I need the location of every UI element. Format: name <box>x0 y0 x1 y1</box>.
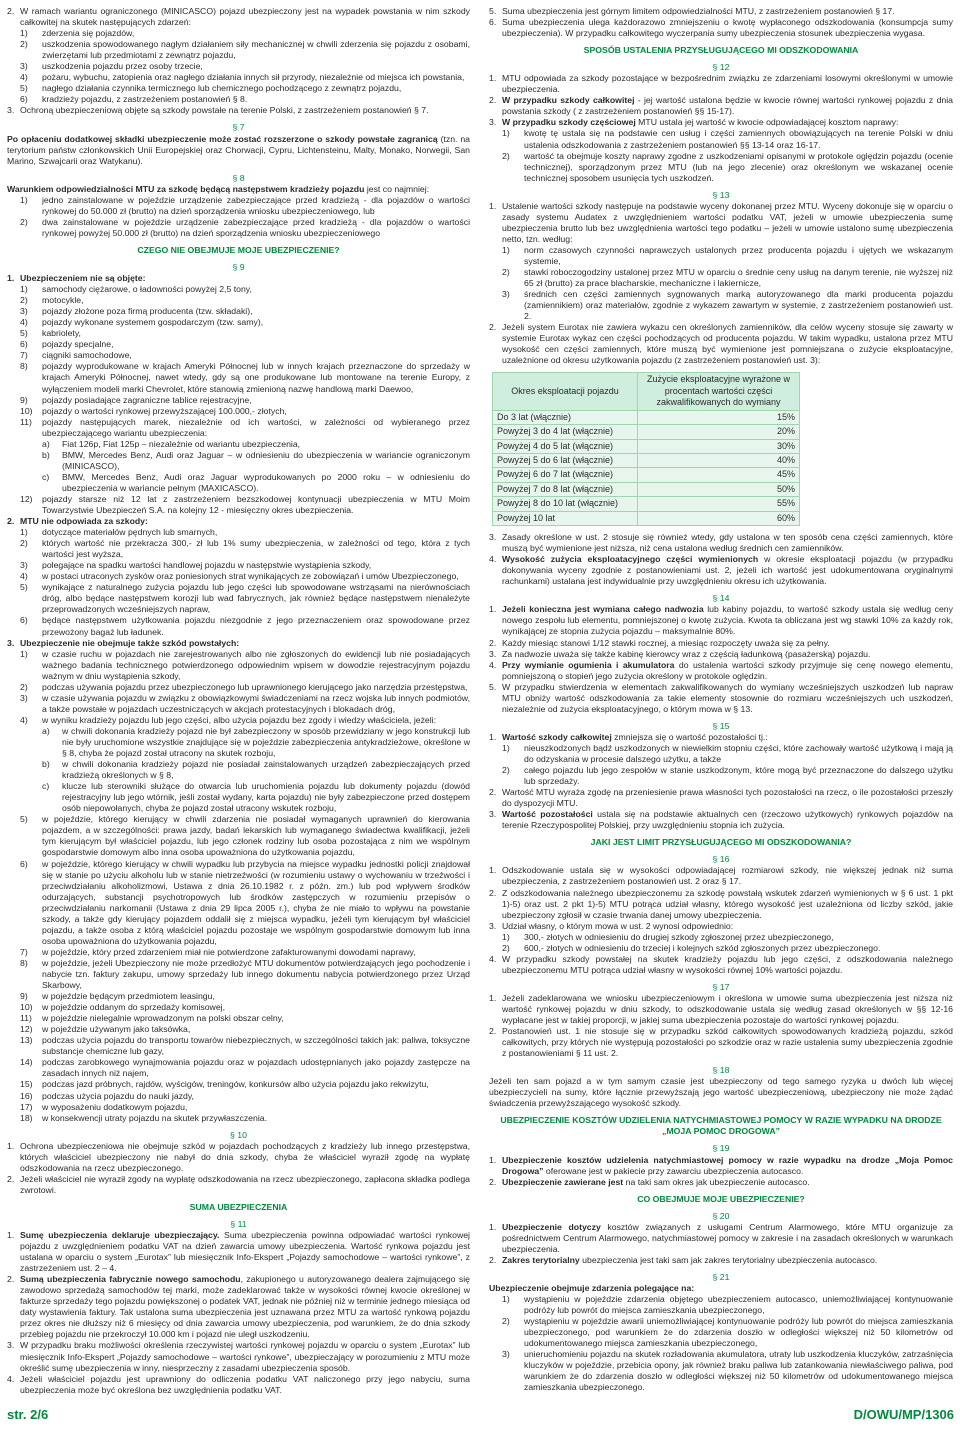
s21-list <box>489 1294 953 1393</box>
table-row <box>493 439 800 453</box>
section-20-number: § 20 <box>712 1210 730 1221</box>
s11-p2: 2. Sumą ubezpieczenia fabrycznie nowego samochodu, zakupionego u autoryzowanego dealera zajmującego się zawodowo sprzedażą samochodów tej marki, może zadeklarować także w wysokości równej kwocie określonej w fakturze sprzedaży tego pojazdu powiększonej o podatek VAT, jednak nie później niż w terminie jednego miesiąca od daty wystawienia faktury. Tak ustalona suma ubezpieczenia jest uznawana przez MTU za wartość rynkową pojazdu przez okres nie dłuższy niż 6 miesięcy od dnia zawarcia umowy ubezpieczenia, pod warunkiem, że do dnia szkody przebieg pojazdu nie przekroczył 10.000 km i pojazd nie uległ uszkodzeniu. <box>7 1274 470 1340</box>
s9-3-list <box>7 649 470 726</box>
s9-p3: 3. Ubezpieczenie nie obejmuje także szkód powstałych: <box>7 637 240 648</box>
list-item: 2) motocykle, <box>20 295 84 306</box>
section-13-number: § 13 <box>712 189 730 200</box>
s15-p1: 1. Wartość szkody całkowitej zmniejsza się o wartość pozostałości tj.: <box>489 731 768 742</box>
list-item: 4) pojazdy wykonane systemem gospodarczym (tzw. samy), <box>20 317 264 328</box>
list-item: 1. Ochrona ubezpieczeniowa nie obejmuje szkód w pojazdach pochodzących z kradzieży lub innego przestępstwa, których właściciel ubezpieczony nie nabył do dnia szkody, chyba że właściciel wyraził zgodę na wypłatę odszkodowania na rzecz ubezpieczonego. <box>7 1140 470 1173</box>
section-8-number: § 8 <box>232 172 245 183</box>
list-item: 6) kradzieży pojazdu, z zastrzeżeniem postanowień § 8. <box>20 94 248 105</box>
s16-3-list <box>489 932 953 954</box>
s12-p2: 2. W przypadku szkody całkowitej - jej wartość ustalona będzie w kwocie równej wartości rynkowej pojazdu z dnia powstania szkody ( z zastrzeżeniem postanowień §§ 15-17). <box>489 95 953 117</box>
s9-1-list <box>7 284 470 439</box>
list-item: 3) polegające na spadku wartości handlowej pojazdu w następstwie wystąpienia szkody, <box>20 560 372 571</box>
list-item: 1) kwotę tę ustala się na podstawie cen usług i części zamiennych obowiązujących na terenie Polski w dniu ustalenia odszkodowania z zastrzeżeniem postanowień §§ 13-14 oraz 16-17. <box>502 128 953 150</box>
list-item: 4) w postaci utraconych zysków oraz poniesionych strat wynikających ze zobowiązań i umów Ubezpieczonego, <box>20 571 459 582</box>
list-item: 7) w pojeździe, który przed zdarzeniem miał nie potwierdzone zafakturowanymi dowodami naprawy, <box>20 946 416 957</box>
heading-limit: JAKI JEST LIMIT PRZYSŁUGUJĄCEGO MI ODSZKODOWANIA? <box>590 837 852 848</box>
s9-p1: 1. Ubezpieczeniem nie są objęte: <box>7 273 146 284</box>
s16-list <box>489 865 953 931</box>
list-item: 1) wystąpieniu w pojeździe zdarzenia objętego ubezpieczeniem autocasco, uniemożliwiającej kontynuowanie podróży lub powrót do miejsca zamieszkania ubezpieczonego, <box>502 1294 953 1316</box>
list-item: 1. Jeżeli zadeklarowana we wniosku ubezpieczeniowym i określona w umowie suma ubezpieczenia jest niższa niż wartość rynkowej pojazdu w dniu szkody, to odszkodowanie ustala się według zasad określonych w §§ 12-16 wypłacane jest w takiej proporcji, w jakiej suma ubezpieczenia pozostaje do wartości rynkowej pojazdu. <box>489 992 953 1026</box>
s8-list <box>7 195 470 239</box>
list-item: 11) pojazdy następujących marek, niezależnie od ich wartości, w zależności od wybieranego przez ubezpieczającego wariantu ubezpieczenia: <box>20 416 470 438</box>
list-item: 11) w pojeździe nielegalnie wprowadzonym na polski obszar celny, <box>20 1013 284 1024</box>
table-cell-wear: 30% <box>638 439 800 453</box>
list-item: 4) w wyniku kradzieży pojazdu lub jego części, albo użycia pojazdu bez zgody i wiedzy właściciela, jeżeli: <box>20 714 437 725</box>
list-item: 17) w wyposażeniu dodatkowym pojazdu, <box>20 1101 188 1112</box>
section-7-number: § 7 <box>232 122 245 133</box>
list-item: 2. Jeżeli właściciel nie wyraził zgody na wypłatę odszkodowania na rzecz ubezpieczonego, zapłacona składka podlega zwrotowi. <box>7 1173 470 1195</box>
list-item: 3) w czasie używania pojazdu w związku z obowiązkowymi świadczeniami na rzecz wojska lub innych podmiotów, a także powstałe w pojazdach uczestniczących w akcjach protestacyjnych i blokadach dróg, <box>20 692 470 714</box>
table-cell-age: Powyżej 6 do 7 lat (włącznie) <box>493 468 638 482</box>
list-item: 10) pojazdy o wartości rynkowej przewyższającej 100.000,- złotych, <box>20 405 287 416</box>
heading-czego-nie-obejmuje: CZEGO NIE OBEJMUJE MOJE UBEZPIECZENIE? <box>137 244 340 255</box>
s18-text: Jeżeli ten sam pojazd a w tym samym czasie jest ubezpieczony od tego samego ryzyka u dwóch lub więcej ubezpieczycieli na sumy, które łącznie przewyższają jego wartość ubezpieczeniową, ubezpieczony nie może żądać świadczenia przewyższającego wysokość szkody. <box>489 1076 953 1109</box>
list-item: 1) dotyczące materiałów pędnych lub smarnych, <box>20 527 218 538</box>
right-column <box>489 6 953 1393</box>
s14-p4: 4. Przy wymianie ogumienia i akumulatora do ustalenia wartości szkody przyjmuje się cenę nowego elementu, pomniejszoną o stopień jego zużycia określony w protokole oględzin. <box>489 659 953 681</box>
table-cell-age: Powyżej 3 do 4 lat (włącznie) <box>493 425 638 439</box>
s14-p2: 2. Każdy miesiąc stanowi 1/12 stawki rocznej, a miesiąc rozpoczęty uważa się za pełny. <box>489 637 830 648</box>
s19-p2: 2. Ubezpieczenie zawierane jest na taki sam okres jak ubezpieczenie autocasco. <box>489 1176 810 1187</box>
list-item: 2) uszkodzenia spowodowanego nagłym działaniem siły mechanicznej w chwili zderzenia się pojazdu z osobami, zwierzętami lub przedmiotami z zewnątrz pojazdu, <box>20 39 470 61</box>
list-item: c) BMW, Mercedes Benz, Audi oraz Jaguar wyprodukowanych po 2000 roku – w odniesieniu do ubezpieczenia w wariancie pełnym (MAXICASCO). <box>42 471 470 493</box>
table-row <box>493 468 800 482</box>
depreciation-table <box>492 372 800 526</box>
section-14-number: § 14 <box>712 593 730 604</box>
list-item: 6) będące następstwem użytkowania pojazdu niezgodnie z jego przeznaczeniem oraz spowodowane przez przewożony bagaż lub ładunek. <box>20 615 470 637</box>
section-10-number: § 10 <box>230 1129 247 1140</box>
list-item: 6) w pojeździe, którego kierujący w chwili wypadku lub przybycia na miejsce wypadku jednostki policji znajdował się w stanie po użyciu alkoholu lub w stanie nietrzeźwości (w rozumieniu ustawy o wychowaniu w trzeźwości i przeciwdziałaniu alkoholizmowi, Ustawa z dnia 26.10.1982 r. z późn. zm.) lub pod wpływem środków odurzających, substancji psychotropowych lub środków zastępczych w rozumieniu przepisów o przeciwdziałaniu narkomanii (Ustawa z dnia 29 lipca 2005 r.), chyba że nie miało to wpływu na powstanie szkody, a także gdy kierujący pojazdem oddalił się z miejsca wypadku, jeżeli tym kierującym był właściciel pojazdu, a także osoba z którą właściciel pojazdu pozostaje we wspólnym gospodarstwie domowym lub inna osoba upoważniona do użytkowania pojazdu, <box>20 858 470 946</box>
table-cell-wear: 20% <box>638 425 800 439</box>
list-item: 2. Z odszkodowania należnego ubezpieczonemu za szkodę powstałą wskutek zdarzeń wymienionych w § 6 ust. 1 pkt 1)-5) oraz ust. 2 pkt 1)-5) MTU potrąca udział własny, którego wysokość jest uzależniona od liczby szkód, jakie ubezpieczony zgłosił w czasie trwania danej umowy ubezpieczenia. <box>489 887 953 920</box>
table-cell-age: Powyżej 4 do 5 lat (włącznie) <box>493 439 638 453</box>
list-item: 1) jedno zainstalowane w pojeździe urządzenie zabezpieczające przed kradzieżą - dla pojazdów o wartości rynkowej do 50.000 zł (brutto) na dzień sporządzenia wniosku ubezpieczeniowego, lub <box>20 194 470 216</box>
list-item: 1. Odszkodowanie ustala się w wysokości odpowiadającej rozmiarowi szkody, nie większej jednak niż suma ubezpieczenia, z zastrzeżeniem postanowień ust. 2 oraz § 17. <box>489 865 953 887</box>
table-cell-wear: 15% <box>638 410 800 424</box>
s13-p4: 4. Wysokość zużycia eksploatacyjnego części wymienionych w okresie eksploatacji pojazdu (w przypadku dokonywania wyceny zgodnie z postanowieniami ust. 2, jeżeli ich wartość jest udokumentowana oryginalnymi rachunkami) ustalana jest indywidualnie przy uwzględnieniu okresu ich użytkowania. <box>489 554 953 587</box>
list-item: 13) podczas użycia pojazdu do transportu towarów niebezpiecznych, w szczególności takich jak: paliwa, toksyczne substancje chemiczne lub gazy, <box>20 1035 470 1057</box>
list-item: 5) kabriolety, <box>20 328 81 339</box>
s6-p3: 3. Ochroną ubezpieczeniową objęte są szkody powstałe na terenie Polski, z zastrzeżeniem postanowień § 7. <box>7 105 429 116</box>
list-item: 5) wynikające z naturalnego zużycia pojazdu lub jego części lub spowodowane wstrząsami na nierównościach dróg, albo będące następstwem korozji lub wad fabrycznych, jak również będące następstwem nienależyte przeprowadzonych wcześniejszych napraw, <box>20 582 470 615</box>
s14-p5: 5. W przypadku stwierdzenia w elementach zakwalifikowanych do wymiany wcześniejszych uszkodzeń lub napraw MTU obniży wartość odszkodowania za takie elementy stosownie do rozmiaru wcześniejszych uch uszkodzeń, niezależnie od zużycia eksploatacyjnego, o którym mowa w § 13. <box>489 681 953 714</box>
section-11-number: § 11 <box>230 1218 247 1229</box>
s20-p2: 2. Zakres terytorialny ubezpieczenia jest taki sam jak zakres terytorialny ubezpieczenia autocasco. <box>489 1254 878 1265</box>
section-19-number: § 19 <box>712 1143 730 1154</box>
list-item: 3) pojazdy złożone poza firmą producenta (tzw. składaki), <box>20 306 253 317</box>
list-item: 10) w pojeździe oddanym do sprzedaży komisowej, <box>20 1002 226 1013</box>
list-item: 2) dwa zainstalowane w pojeździe urządzenie zabezpieczające przed kradzieżą - dla pojazdów o wartości rynkowej powyżej 50.000 zł (brutto) na dzień sporządzenia wniosku ubezpieczeniowego <box>20 216 470 238</box>
heading-co-obejmuje: CO OBEJMUJE MOJE UBEZPIECZENIE? <box>637 1193 805 1204</box>
document-code: D/OWU/MP/1306 <box>853 1407 954 1422</box>
list-item: 12) w pojeździe używanym jako taksówka, <box>20 1024 191 1035</box>
s12-3-list <box>489 128 953 183</box>
s15-p3: 3. Wartość pozostałości ustala się na podstawie aktualnych cen (rzeczowo użytkowych) rynkowych pojazdów na terenie Rzeczypospolitej Polskiej, przy uwzględnieniu stopnia ich zużycia. <box>489 809 953 831</box>
s15-p2: 2. Wartość MTU wyraża zgodę na przeniesienie prawa własności tych pozostałości na rzecz, o ile pozostałości przeszły do dyspozycji MTU. <box>489 787 953 809</box>
list-item: 16) podczas użycia pojazdu do nauki jazdy, <box>20 1090 194 1101</box>
list-item: 9) w pojeździe będącym przedmiotem leasingu, <box>20 991 215 1002</box>
section-8-text: Warunkiem odpowiedzialności MTU za szkodę będącą następstwem kradzieży pojazdu jest co najmniej: <box>7 183 430 194</box>
table-cell-age: Powyżej 10 lat <box>493 511 638 525</box>
table-header-age: Okres eksploatacji pojazdu <box>493 373 638 410</box>
list-item: 15) podczas jazd próbnych, rajdów, wyścigów, treningów, konkursów albo użycia pojazdu jako rekwizytu, <box>20 1079 429 1090</box>
list-item: 8) w pojeździe, jeżeli Ubezpieczony nie może przedłożyć MTU dokumentów potwierdzających jego pochodzenie i nabycie tzn. faktury zakupu, umowy sprzedaży lub innego dokumentu nabycia potwierdzonego przez Urząd Skarbowy, <box>20 957 470 991</box>
table-cell-wear: 45% <box>638 468 800 482</box>
table-cell-age: Powyżej 5 do 6 lat (włącznie) <box>493 453 638 467</box>
list-item: 1) norm czasowych czynności naprawczych ustalonych przez producenta pojazdu i ujętych we wskazanym systemie, <box>502 244 953 266</box>
s11-p3: 3. W przypadku braku możliwości określenia rzeczywistej wartości rynkowej pojazdu w oparciu o system „Eurotax” lub miesięcznik Info-Ekspert „Pojazdy samochodowe – wartości rynkowe”, ubezpieczający w porozumieniu z MTU może określić sumę ubezpieczenia w inny, niesprzeczny z zasadami ubezpieczenia sposób. <box>7 1340 470 1373</box>
s9-p2: 2. MTU nie odpowiada za szkody: <box>7 516 148 527</box>
section-12-number: § 12 <box>712 62 730 73</box>
s9-3-4-list <box>7 726 470 814</box>
list-item: 8) pojazdy wyprodukowane w krajach Ameryki Północnej lub w innych krajach przeznaczone do sprzedaży w krajach Ameryki Północnej, nawet wtedy, gdy są one produkowane lub montowane na terenie Europy, z wyłączeniem modeli marki Chevrolet, które stanowią zmienioną nazwę handlową marki Daewoo, <box>20 361 470 394</box>
section-17-number: § 17 <box>712 981 730 992</box>
list-item: a) w chwili dokonania kradzieży pojazd nie był zabezpieczony w sposób przewidziany w jego konstrukcji lub nie były uruchomione wszystkie znajdujące się w pojeździe zabezpieczenia antykradzieżowe, określone w § 8, chyba że pojazd został utracony na skutek rozboju, <box>42 725 470 759</box>
section-16-number: § 16 <box>712 854 730 865</box>
s11-p5: 5. Suma ubezpieczenia jest górnym limitem odpowiedzialności MTU, z zastrzeżeniem postanowień § 17. <box>489 6 895 16</box>
s13-p3: 3. Zasady określone w ust. 2 stosuje się również wtedy, gdy ustalona w ten sposób cena części zamiennych, które muszą być wymienione jest niższa, niż cena ustalona według średnich cen zamienników. <box>489 532 953 554</box>
section-15-number: § 15 <box>712 720 730 731</box>
s12-p1: 1. MTU odpowiada za szkody pozostające w bezpośrednim związku ze zdarzeniami losowymi określonymi w umowie ubezpieczenia. <box>489 73 953 95</box>
table-row <box>493 410 800 424</box>
list-item: 2) których wartość nie przekracza 300,- zł lub 1% sumy ubezpieczenia, w zależności od tego, która z tych wartości jest wyższa, <box>20 538 470 560</box>
section-7-text: Po opłaceniu dodatkowej składki ubezpieczenie może zostać rozszerzone o szkody powstałe zagranicą (tzn. na terytorium państw członkowskich Unii Europejskiej oraz Chorwacji, Cypru, Lichtensteinu, Malty, Monako, Norwegii, San Marino, Szwajcarii oraz Watykanu). <box>7 133 470 166</box>
list-item: 1) 300,- złotych w odniesieniu do drugiej szkody zgłoszonej przez ubezpieczonego, <box>502 931 834 942</box>
list-item: 2) wartość ta obejmuje koszty naprawy zgodne z uszkodzeniami opisanymi w protokole oględzin pojazdu (ocenie technicznej), sporządzonym przez MTU (lub na jego zlecenie) oraz określonym we wskazanej ocenie technicznej sposobem usunięcia tych uszkodzeń. <box>502 150 953 183</box>
list-item: 7) ciągniki samochodowe, <box>20 350 132 361</box>
list-item: c) klucze lub sterowniki służące do otwarcia lub uruchomienia pojazdu lub dokumenty pojazdu (dowód rejestracyjny lub jego wtórnik, jeśli został wydany, karta pojazdu) nie były zabezpieczone przed dostępem osób niepowołanych, chyba że pojazd został utracony wskutek rozboju, <box>42 781 470 814</box>
list-item: 9) pojazdy posiadające zagraniczne tablice rejestracyjne, <box>20 394 252 405</box>
s6-list <box>7 28 470 105</box>
s10-list <box>7 1141 470 1196</box>
list-item: 2) 600,- złotych w odniesieniu do trzeciej i kolejnych szkód zgłoszonych przez ubezpieczonego. <box>502 942 881 953</box>
s9-2-list <box>7 527 470 637</box>
section-21-number: § 21 <box>712 1271 730 1282</box>
section-18-number: § 18 <box>712 1065 730 1076</box>
list-item: 3. Udział własny, o którym mowa w ust. 2 wynosi odpowiednio: <box>489 920 734 931</box>
table-header-wear: Zużycie eksploatacyjne wyrażone w procentach wartości części zakwalifikowanych do wymiany <box>638 373 800 410</box>
list-item: 5) nagłego działania czynnika termicznego lub chemicznego pochodzącego z zewnątrz pojazdu, <box>20 83 402 94</box>
s9-3-list-cont <box>7 814 470 1123</box>
s12-p3: 3. W przypadku szkody częściowej MTU ustala jej wartość w kwocie odpowiadającej kosztom naprawy: <box>489 117 899 128</box>
s6-p2: 2. W ramach wariantu ograniczonego (MINICASCO) pojazd ubezpieczony jest na wypadek powstania w nim szkody całkowitej na skutek następujących zdarzeń: <box>7 6 470 28</box>
list-item: 2. Postanowień ust. 1 nie stosuje się w przypadku szkód całkowitych spowodowanych kradzieżą pojazdu, szkód całkowitych, przy których nie występują pozostałości po szkodzie oraz w razie ustalenia sumy ubezpieczenia zgodnie z postanowieniami § 11 ust. 2. <box>489 1026 953 1059</box>
list-item: 1) samochody ciężarowe, o ładowności powyżej 2,5 tony, <box>20 284 252 295</box>
s21-head: Ubezpieczenie obejmuje zdarzenia polegające na: <box>489 1283 695 1293</box>
list-item: a) Fiat 126p, Fiat 125p – niezależnie od wariantu ubezpieczenia, <box>42 438 301 449</box>
list-item: 2) podczas używania pojazdu przez ubezpieczonego lub uprawnionego kierującego jako narzędzia przestępstwa, <box>20 681 468 692</box>
s20-p1: 1. Ubezpieczenie dotyczy kosztów związanych z usługami Centrum Alarmowego, które MTU organizuje za pośrednictwem Centrum Alarmowego, natychmiastowej pomocy w zakresie i na zasadach określonych w warunkach ubezpieczenia. <box>489 1221 953 1254</box>
left-column <box>7 6 470 1396</box>
list-item: b) w chwili dokonania kradzieży pojazd nie posiadał zainstalowanych urządzeń zabezpieczających przed kradzieżą określonych w § 8, <box>42 759 470 781</box>
list-item: 1) w czasie ruchu w pojazdach nie zarejestrowanych albo nie zgłoszonych do ewidencji lub nie posiadających ważnego badania technicznego potwierdzonego odpowiednim wpisem w dowodzie rejestracyjnym pojazdu ważnym w dniu wystąpienia szkody, <box>20 648 470 681</box>
list-item: 4) pożaru, wybuchu, zatopienia oraz nagłego działania innych sił przyrody, niezależnie od miejsca ich powstania, <box>20 72 465 83</box>
list-item: 3) unieruchomieniu pojazdu na skutek rozładowania akumulatora, utraty lub uszkodzenia kluczyków, zatrzaśnięcia kluczyków w pojeździe, przebicia opony, jak również braku paliwa lub zatankowania niewłaściwego paliwa, pod warunkiem że do zdarzenia doszło w odległości większej niż 50 kilometrów od udokumentowanego miejsca zamieszkania ubezpieczonego. <box>502 1349 953 1393</box>
table-cell-age: Do 3 lat (włącznie) <box>493 410 638 424</box>
table-cell-age: Powyżej 8 do 10 lat (włącznie) <box>493 497 638 511</box>
list-item: 1) nieuszkodzonych bądź uszkodzonych w niewielkim stopniu części, które zachowały wartość użytkową i mają ją do odzyskania w procesie dalszego użytku, a także <box>502 742 953 764</box>
list-item: 2) całego pojazdu lub jego zespołów w stanie uszkodzonym, które mogą być przeznaczone do dalszego użytku lub sprzedaży. <box>502 765 953 787</box>
s9-1-11-list <box>7 439 470 494</box>
list-item: 6) pojazdy specjalne, <box>20 339 114 350</box>
s13-p2: 2. Jeżeli system Eurotax nie zawiera wykazu cen określonych zamienników, dla celów wyceny stosuje się zawarty w systemie Eurotax wykaz cen części pochodzących od producenta pojazdu. W takim wypadku, ustalona przez MTU wysokość cen części zamiennych, które muszą być wymienione jest pomniejszana o zużycie eksploatacyjne, uzależnione od okresu użytkowania pojazdu (z zastrzeżeniem postanowień ust. 3): <box>489 322 953 366</box>
s17-list <box>489 993 953 1059</box>
heading-moja-pomoc-drogowa: UBEZPIECZENIE KOSZTÓW UDZIELENIA NATYCHMIASTOWEJ POMOCY W RAZIE WYPADKU NA DRODZE „MOJA POMOC DROGOWA” <box>500 1115 942 1137</box>
table-row <box>493 453 800 467</box>
list-item: 3) średnich cen części zamiennych sygnowanych marką autoryzowanego dla marki producenta pojazdu (zamiennikiem) oraz materiałów, zgodnie z wykazem zawartym w systemie, z zastrzeżeniem postanowień ust. 2. <box>502 289 953 322</box>
list-item: 18) w konsekwencji utraty pojazdu na skutek przywłaszczenia. <box>20 1112 268 1123</box>
table-row <box>493 425 800 439</box>
table-cell-age: Powyżej 7 do 8 lat (włącznie) <box>493 482 638 496</box>
s14-p1: 1. Jeżeli konieczna jest wymiana całego nadwozia lub kabiny pojazdu, to wartość szkody ustala się według ceny nowego zespołu lub elementu, pomniejszonej o kwotę zużycia. Kwota ta obliczana jest wg stawki 10% za każdy rok, wynikającej ze stopnia zużycia pojazdu – maksymalnie 80%. <box>489 604 953 637</box>
table-row <box>493 497 800 511</box>
table-cell-wear: 40% <box>638 453 800 467</box>
list-item: 5) w pojeździe, którego kierujący w chwili zdarzenia nie posiadał wymaganych uprawnień do kierowania pojazdem, a w szczególności: prawa jazdy, badań lekarskich lub wymaganego świadectwa kwalifikacji, jeżeli tym kierującym był właściciel pojazdu, lub jego członek rodziny lub osoba pozostająca z nim we wspólnym gospodarstwie domowym albo inna osoba upoważniona do użytkowania pojazdu, <box>20 814 470 858</box>
s13-p1: 1. Ustalenie wartości szkody następuje na podstawie wyceny dokonanej przez MTU. Wyceny dokonuje się w oparciu o zasady systemu Audatex z uwzględnieniem wartości podatku VAT, jeżeli w umowie ubezpieczenia sumę ubezpieczenia brutto lub bez uwzględnienia wartości tego podatku – jeżeli w umowie ustalono sumę ubezpieczenia netto, tzn. według: <box>489 200 953 244</box>
list-item: 3) uszkodzenia pojazdu przez osoby trzecie, <box>20 61 203 72</box>
s11-p6: 6. Suma ubezpieczenia ulega każdorazowo zmniejszeniu o kwotę wypłaconego odszkodowania (konsumpcja sumy ubezpieczenia). W przypadku całkowitego wyczerpania sumy ubezpieczenia stosunek ubezpieczenia wygasa. <box>489 17 953 39</box>
table-cell-wear: 60% <box>638 511 800 525</box>
table-row <box>493 511 800 525</box>
list-item: 2) stawki roboczogodziny ustalonej przez MTU w oparciu o średnie ceny usług na danym terenie, nie wyższej niż 65 zł (brutto) za prace blacharskie, mechaniczne i lakiernicze, <box>502 267 953 289</box>
s16-p4: 4. W przypadku szkody powstałej na skutek kradzieży pojazdu lub jego części, z odszkodowania należnego ubezpieczonemu MTU potrąca udział własny w wysokości równej 10% wartości pojazdu. <box>489 953 953 975</box>
s14-p3: 3. Za nadwozie uważa się także kabinę kierowcy wraz z częścią ładunkową (pasażerską) pojazdu. <box>489 648 871 659</box>
list-item: b) BMW, Mercedes Benz, Audi oraz Jaguar – w odniesieniu do ubezpieczenia w wariancie ograniczonym (MINICASCO), <box>42 449 470 471</box>
page-number: str. 2/6 <box>7 1407 49 1422</box>
s13-1-list <box>489 245 953 322</box>
list-item: 2) wystąpieniu w pojeździe awarii uniemożliwiającej kontynuowanie podróży lub powrót do miejsca zamieszkania ubezpieczonego, pod warunkiem że do zdarzenia doszło w odległości większej niż 50 kilometrów od udokumentowanego miejsca zamieszkania ubezpieczonego, <box>502 1316 953 1349</box>
heading-suma-ubezpieczenia: SUMA UBEZPIECZENIA <box>189 1201 288 1212</box>
table-header-row <box>493 373 800 410</box>
s19-p1: 1. Ubezpieczenie kosztów udzielenia natychmiastowej pomocy w razie wypadku na drodze „Moja Pomoc Drogowa” oferowane jest w pakiecie przy zawarciu ubezpieczenia autocasco. <box>489 1154 953 1176</box>
list-item: 1) zderzenia się pojazdów, <box>20 28 135 39</box>
s9-1-12: 12) pojazdy starsze niż 12 lat z zastrzeżeniem bezszkodowej kontynuacji ubezpieczenia w MTU Moim Towarzystwie Ubezpieczeń S.A. na kolejny 12 - miesięczny okres ubezpieczenia. <box>20 493 470 516</box>
s15-1-list <box>489 743 953 787</box>
s11-p4: 4. Jeżeli właściciel pojazdu jest uprawniony do odliczenia podatku VAT naliczonego przy jego nabyciu, suma ubezpieczenia może być określona bez uwzględnienia podatku VAT. <box>7 1373 470 1395</box>
table-cell-wear: 50% <box>638 482 800 496</box>
table-cell-wear: 55% <box>638 497 800 511</box>
heading-sposob-ustalenia: SPOSÓB USTALENIA PRZYSŁUGUJĄCEGO MI ODSZKODOWANIA <box>583 45 859 56</box>
list-item: 14) podczas zarobkowego wynajmowania pojazdu oraz w pojazdach udostępnianych jako pojazdy zastępcze na zasadach innych niż najem, <box>20 1057 470 1079</box>
section-9-number: § 9 <box>232 261 245 272</box>
table-row <box>493 482 800 496</box>
s11-p1: 1. Sumę ubezpieczenia deklaruje ubezpieczający. Suma ubezpieczenia powinna odpowiadać wartości rynkowej pojazdu z uwzględnieniem podatku VAT na dzień zawarcia umowy ubezpieczenia. Wartość rynkowa pojazdu jest ustalana w oparciu o system „Eurotax” lub miesięcznik Info-Ekspert „Pojazdy samochodowe – wartości rynkowe”, z zastrzeżeniem ust. 2 – 4. <box>7 1230 470 1274</box>
